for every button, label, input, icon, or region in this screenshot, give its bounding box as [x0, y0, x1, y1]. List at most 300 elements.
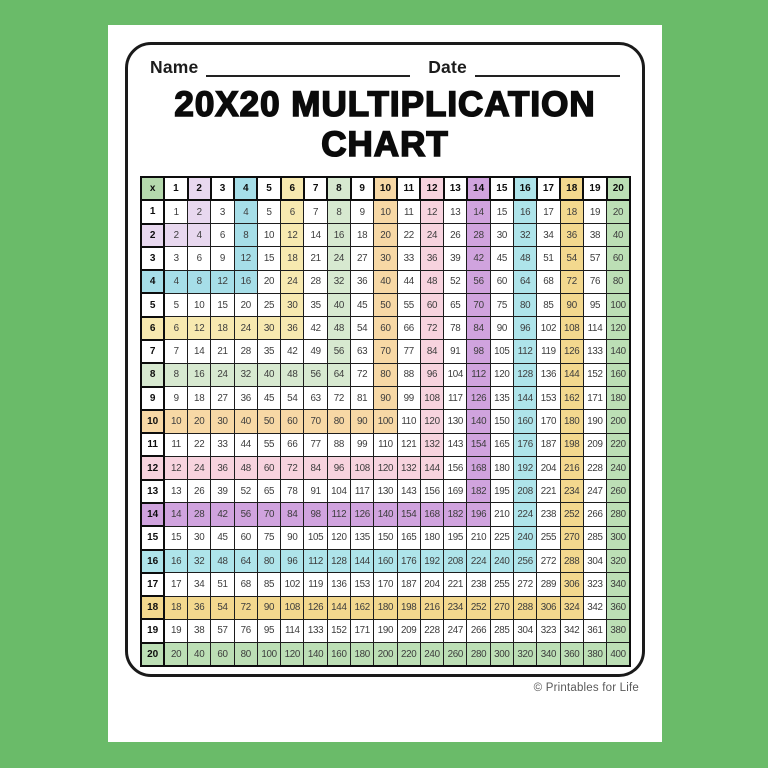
grid-cell: 182	[467, 480, 490, 503]
grid-cell: 126	[304, 596, 327, 619]
grid-cell: 5	[257, 200, 280, 223]
grid-cell: 90	[490, 317, 513, 340]
grid-cell: 60	[607, 247, 630, 270]
grid-cell: 40	[234, 410, 257, 433]
grid-cell: 220	[397, 643, 420, 666]
grid-cell: 16	[188, 363, 211, 386]
grid-cell: 144	[420, 456, 443, 479]
grid-cell: 216	[420, 596, 443, 619]
grid-cell: 128	[514, 363, 537, 386]
table-corner-cell: x	[141, 177, 164, 200]
grid-cell: 75	[490, 293, 513, 316]
table-header-row	[141, 177, 630, 200]
grid-cell: 48	[234, 456, 257, 479]
worksheet-card-border	[125, 42, 645, 677]
grid-cell: 156	[420, 480, 443, 503]
grid-cell: 85	[537, 293, 560, 316]
grid-cell: 44	[397, 270, 420, 293]
row-header-cell: 6	[141, 317, 164, 340]
column-header-cell: 2	[188, 177, 211, 200]
grid-cell: 76	[583, 270, 606, 293]
grid-cell: 285	[583, 526, 606, 549]
grid-cell: 60	[374, 317, 397, 340]
grid-cell: 5	[164, 293, 187, 316]
grid-cell: 360	[607, 596, 630, 619]
grid-cell: 70	[304, 410, 327, 433]
grid-cell: 6	[211, 224, 234, 247]
grid-cell: 171	[583, 387, 606, 410]
grid-cell: 88	[397, 363, 420, 386]
grid-cell: 154	[467, 433, 490, 456]
grid-cell: 40	[257, 363, 280, 386]
grid-cell: 195	[490, 480, 513, 503]
grid-cell: 120	[374, 456, 397, 479]
grid-cell: 11	[397, 200, 420, 223]
grid-cell: 27	[211, 387, 234, 410]
grid-cell: 234	[560, 480, 583, 503]
grid-cell: 19	[164, 619, 187, 642]
grid-cell: 33	[397, 247, 420, 270]
grid-cell: 176	[514, 433, 537, 456]
row-header-cell: 12	[141, 456, 164, 479]
grid-cell: 340	[607, 573, 630, 596]
grid-cell: 16	[514, 200, 537, 223]
grid-cell: 272	[514, 573, 537, 596]
grid-cell: 266	[583, 503, 606, 526]
grid-cell: 260	[607, 480, 630, 503]
grid-cell: 30	[188, 526, 211, 549]
grid-cell: 57	[211, 619, 234, 642]
grid-cell: 342	[583, 596, 606, 619]
grid-cell: 63	[351, 340, 374, 363]
row-header-cell: 16	[141, 550, 164, 573]
grid-cell: 126	[351, 503, 374, 526]
row-header-cell: 11	[141, 433, 164, 456]
table-row	[141, 270, 630, 293]
grid-cell: 130	[374, 480, 397, 503]
grid-cell: 160	[374, 550, 397, 573]
name-date-row	[150, 56, 620, 78]
table-row	[141, 317, 630, 340]
grid-cell: 187	[537, 433, 560, 456]
grid-cell: 180	[420, 526, 443, 549]
grid-cell: 180	[560, 410, 583, 433]
grid-cell: 252	[560, 503, 583, 526]
grid-cell: 77	[304, 433, 327, 456]
grid-cell: 96	[281, 550, 304, 573]
name-blank-line	[206, 57, 410, 77]
grid-cell: 57	[583, 247, 606, 270]
page-title-line2: CHART	[321, 125, 449, 164]
grid-cell: 96	[327, 456, 350, 479]
grid-cell: 204	[420, 573, 443, 596]
multiplication-table	[140, 176, 631, 667]
table-row	[141, 410, 630, 433]
grid-cell: 76	[234, 619, 257, 642]
row-header-cell: 17	[141, 573, 164, 596]
grid-cell: 56	[467, 270, 490, 293]
grid-cell: 24	[327, 247, 350, 270]
grid-cell: 280	[467, 643, 490, 666]
column-header-cell: 5	[257, 177, 280, 200]
row-header-cell: 2	[141, 224, 164, 247]
grid-cell: 78	[281, 480, 304, 503]
grid-cell: 28	[304, 270, 327, 293]
grid-cell: 340	[537, 643, 560, 666]
table-row	[141, 526, 630, 549]
grid-cell: 306	[560, 573, 583, 596]
grid-cell: 90	[560, 293, 583, 316]
grid-cell: 144	[351, 550, 374, 573]
grid-cell: 28	[467, 224, 490, 247]
grid-cell: 25	[257, 293, 280, 316]
grid-cell: 99	[397, 387, 420, 410]
grid-cell: 80	[514, 293, 537, 316]
grid-cell: 14	[304, 224, 327, 247]
grid-cell: 24	[211, 363, 234, 386]
grid-cell: 209	[397, 619, 420, 642]
grid-cell: 6	[281, 200, 304, 223]
grid-cell: 15	[490, 200, 513, 223]
grid-cell: 32	[234, 363, 257, 386]
grid-cell: 280	[607, 503, 630, 526]
grid-cell: 65	[444, 293, 467, 316]
grid-cell: 120	[420, 410, 443, 433]
row-header-cell: 14	[141, 503, 164, 526]
grid-cell: 64	[327, 363, 350, 386]
grid-cell: 98	[467, 340, 490, 363]
grid-cell: 160	[514, 410, 537, 433]
grid-cell: 162	[351, 596, 374, 619]
grid-cell: 10	[164, 410, 187, 433]
grid-cell: 64	[514, 270, 537, 293]
grid-cell: 48	[211, 550, 234, 573]
grid-cell: 114	[583, 317, 606, 340]
row-header-cell: 3	[141, 247, 164, 270]
grid-cell: 20	[234, 293, 257, 316]
grid-cell: 45	[257, 387, 280, 410]
grid-cell: 55	[397, 293, 420, 316]
grid-cell: 21	[304, 247, 327, 270]
grid-cell: 342	[560, 619, 583, 642]
grid-cell: 162	[560, 387, 583, 410]
grid-cell: 44	[234, 433, 257, 456]
grid-cell: 136	[327, 573, 350, 596]
grid-cell: 98	[304, 503, 327, 526]
grid-cell: 84	[281, 503, 304, 526]
column-header-cell: 16	[514, 177, 537, 200]
grid-cell: 81	[351, 387, 374, 410]
grid-cell: 144	[560, 363, 583, 386]
grid-cell: 110	[374, 433, 397, 456]
grid-cell: 42	[304, 317, 327, 340]
grid-cell: 182	[444, 503, 467, 526]
grid-cell: 17	[537, 200, 560, 223]
grid-cell: 144	[327, 596, 350, 619]
grid-cell: 195	[444, 526, 467, 549]
grid-cell: 50	[374, 293, 397, 316]
grid-cell: 112	[327, 503, 350, 526]
grid-cell: 30	[257, 317, 280, 340]
grid-cell: 133	[583, 340, 606, 363]
grid-cell: 45	[351, 293, 374, 316]
page-title-line1: 20X20 MULTIPLICATION	[174, 85, 596, 124]
grid-cell: 20	[374, 224, 397, 247]
column-header-cell: 8	[327, 177, 350, 200]
grid-cell: 133	[304, 619, 327, 642]
grid-cell: 34	[188, 573, 211, 596]
grid-cell: 72	[351, 363, 374, 386]
grid-cell: 91	[444, 340, 467, 363]
grid-cell: 72	[327, 387, 350, 410]
grid-cell: 221	[537, 480, 560, 503]
grid-cell: 56	[327, 340, 350, 363]
grid-cell: 170	[537, 410, 560, 433]
grid-cell: 96	[420, 363, 443, 386]
grid-cell: 42	[211, 503, 234, 526]
grid-cell: 102	[537, 317, 560, 340]
grid-cell: 208	[514, 480, 537, 503]
grid-cell: 240	[607, 456, 630, 479]
grid-cell: 169	[444, 480, 467, 503]
grid-cell: 144	[514, 387, 537, 410]
grid-cell: 38	[188, 619, 211, 642]
grid-cell: 24	[281, 270, 304, 293]
grid-cell: 108	[560, 317, 583, 340]
column-header-cell: 17	[537, 177, 560, 200]
grid-cell: 255	[537, 526, 560, 549]
grid-cell: 14	[188, 340, 211, 363]
grid-cell: 208	[444, 550, 467, 573]
grid-cell: 247	[444, 619, 467, 642]
table-row	[141, 363, 630, 386]
grid-cell: 270	[490, 596, 513, 619]
grid-cell: 260	[444, 643, 467, 666]
column-header-cell: 10	[374, 177, 397, 200]
grid-cell: 323	[583, 573, 606, 596]
grid-cell: 32	[327, 270, 350, 293]
grid-cell: 32	[188, 550, 211, 573]
column-header-cell: 19	[583, 177, 606, 200]
grid-cell: 266	[467, 619, 490, 642]
grid-cell: 380	[607, 619, 630, 642]
grid-cell: 18	[281, 247, 304, 270]
grid-cell: 40	[188, 643, 211, 666]
column-header-cell: 18	[560, 177, 583, 200]
grid-cell: 40	[374, 270, 397, 293]
grid-cell: 8	[188, 270, 211, 293]
grid-cell: 324	[560, 596, 583, 619]
grid-cell: 90	[257, 596, 280, 619]
grid-cell: 3	[164, 247, 187, 270]
grid-cell: 4	[234, 200, 257, 223]
grid-cell: 80	[607, 270, 630, 293]
grid-cell: 42	[281, 340, 304, 363]
grid-cell: 12	[281, 224, 304, 247]
grid-cell: 132	[420, 433, 443, 456]
grid-cell: 104	[327, 480, 350, 503]
grid-cell: 288	[514, 596, 537, 619]
grid-cell: 110	[397, 410, 420, 433]
grid-cell: 255	[490, 573, 513, 596]
date-blank-line	[475, 57, 620, 77]
grid-cell: 80	[257, 550, 280, 573]
grid-cell: 35	[257, 340, 280, 363]
grid-cell: 42	[467, 247, 490, 270]
footer-credit: © Printables for Life	[533, 682, 639, 694]
grid-cell: 120	[607, 317, 630, 340]
grid-cell: 6	[188, 247, 211, 270]
grid-cell: 8	[234, 224, 257, 247]
grid-cell: 256	[514, 550, 537, 573]
grid-cell: 20	[607, 200, 630, 223]
grid-cell: 12	[211, 270, 234, 293]
table-row	[141, 456, 630, 479]
date-label: Date	[428, 57, 467, 77]
grid-cell: 140	[374, 503, 397, 526]
grid-cell: 80	[374, 363, 397, 386]
grid-cell: 4	[188, 224, 211, 247]
grid-cell: 140	[467, 410, 490, 433]
grid-cell: 143	[444, 433, 467, 456]
grid-cell: 52	[234, 480, 257, 503]
grid-cell: 90	[351, 410, 374, 433]
grid-cell: 105	[304, 526, 327, 549]
grid-cell: 45	[490, 247, 513, 270]
table-row	[141, 573, 630, 596]
grid-cell: 84	[304, 456, 327, 479]
page-title	[128, 85, 642, 165]
grid-cell: 170	[374, 573, 397, 596]
grid-cell: 300	[607, 526, 630, 549]
grid-cell: 72	[281, 456, 304, 479]
grid-cell: 60	[257, 456, 280, 479]
grid-cell: 198	[397, 596, 420, 619]
grid-cell: 17	[164, 573, 187, 596]
grid-cell: 36	[281, 317, 304, 340]
grid-cell: 48	[420, 270, 443, 293]
grid-cell: 240	[514, 526, 537, 549]
grid-cell: 247	[583, 480, 606, 503]
grid-cell: 320	[607, 550, 630, 573]
grid-cell: 361	[583, 619, 606, 642]
grid-cell: 45	[211, 526, 234, 549]
grid-cell: 18	[188, 387, 211, 410]
grid-cell: 13	[164, 480, 187, 503]
column-header-cell: 15	[490, 177, 513, 200]
grid-cell: 77	[397, 340, 420, 363]
grid-cell: 132	[397, 456, 420, 479]
grid-cell: 112	[514, 340, 537, 363]
column-header-cell: 20	[607, 177, 630, 200]
grid-cell: 64	[234, 550, 257, 573]
grid-cell: 15	[164, 526, 187, 549]
grid-cell: 10	[257, 224, 280, 247]
grid-cell: 121	[397, 433, 420, 456]
grid-cell: 2	[164, 224, 187, 247]
grid-cell: 78	[444, 317, 467, 340]
grid-cell: 72	[234, 596, 257, 619]
grid-cell: 152	[583, 363, 606, 386]
grid-cell: 36	[560, 224, 583, 247]
grid-cell: 120	[490, 363, 513, 386]
grid-cell: 114	[281, 619, 304, 642]
grid-cell: 210	[490, 503, 513, 526]
grid-cell: 20	[164, 643, 187, 666]
grid-cell: 135	[351, 526, 374, 549]
column-header-cell: 13	[444, 177, 467, 200]
grid-cell: 51	[537, 247, 560, 270]
grid-cell: 16	[234, 270, 257, 293]
grid-cell: 224	[467, 550, 490, 573]
grid-cell: 11	[164, 433, 187, 456]
grid-cell: 60	[490, 270, 513, 293]
column-header-cell: 6	[281, 177, 304, 200]
grid-cell: 108	[351, 456, 374, 479]
grid-cell: 225	[490, 526, 513, 549]
grid-cell: 220	[607, 433, 630, 456]
grid-cell: 143	[397, 480, 420, 503]
grid-cell: 54	[351, 317, 374, 340]
grid-cell: 19	[583, 200, 606, 223]
grid-cell: 54	[281, 387, 304, 410]
grid-cell: 238	[537, 503, 560, 526]
grid-cell: 28	[234, 340, 257, 363]
grid-cell: 84	[420, 340, 443, 363]
grid-cell: 108	[420, 387, 443, 410]
grid-cell: 21	[211, 340, 234, 363]
grid-cell: 204	[537, 456, 560, 479]
grid-cell: 224	[514, 503, 537, 526]
grid-cell: 20	[188, 410, 211, 433]
grid-cell: 90	[374, 387, 397, 410]
grid-cell: 52	[444, 270, 467, 293]
grid-cell: 36	[351, 270, 374, 293]
grid-cell: 60	[234, 526, 257, 549]
grid-cell: 216	[560, 456, 583, 479]
grid-cell: 168	[467, 456, 490, 479]
grid-cell: 119	[537, 340, 560, 363]
grid-cell: 128	[327, 550, 350, 573]
grid-cell: 285	[490, 619, 513, 642]
grid-cell: 34	[537, 224, 560, 247]
grid-cell: 180	[607, 387, 630, 410]
grid-cell: 68	[234, 573, 257, 596]
grid-cell: 8	[164, 363, 187, 386]
grid-cell: 48	[281, 363, 304, 386]
grid-cell: 154	[397, 503, 420, 526]
grid-cell: 95	[583, 293, 606, 316]
grid-cell: 108	[281, 596, 304, 619]
grid-cell: 70	[374, 340, 397, 363]
row-header-cell: 18	[141, 596, 164, 619]
grid-cell: 252	[467, 596, 490, 619]
grid-cell: 320	[514, 643, 537, 666]
grid-cell: 150	[374, 526, 397, 549]
grid-cell: 70	[257, 503, 280, 526]
grid-cell: 32	[514, 224, 537, 247]
grid-cell: 135	[490, 387, 513, 410]
row-header-cell: 7	[141, 340, 164, 363]
table-row	[141, 340, 630, 363]
grid-cell: 104	[444, 363, 467, 386]
grid-cell: 26	[188, 480, 211, 503]
row-header-cell: 4	[141, 270, 164, 293]
grid-cell: 200	[607, 410, 630, 433]
grid-cell: 24	[234, 317, 257, 340]
grid-cell: 10	[188, 293, 211, 316]
grid-cell: 4	[164, 270, 187, 293]
